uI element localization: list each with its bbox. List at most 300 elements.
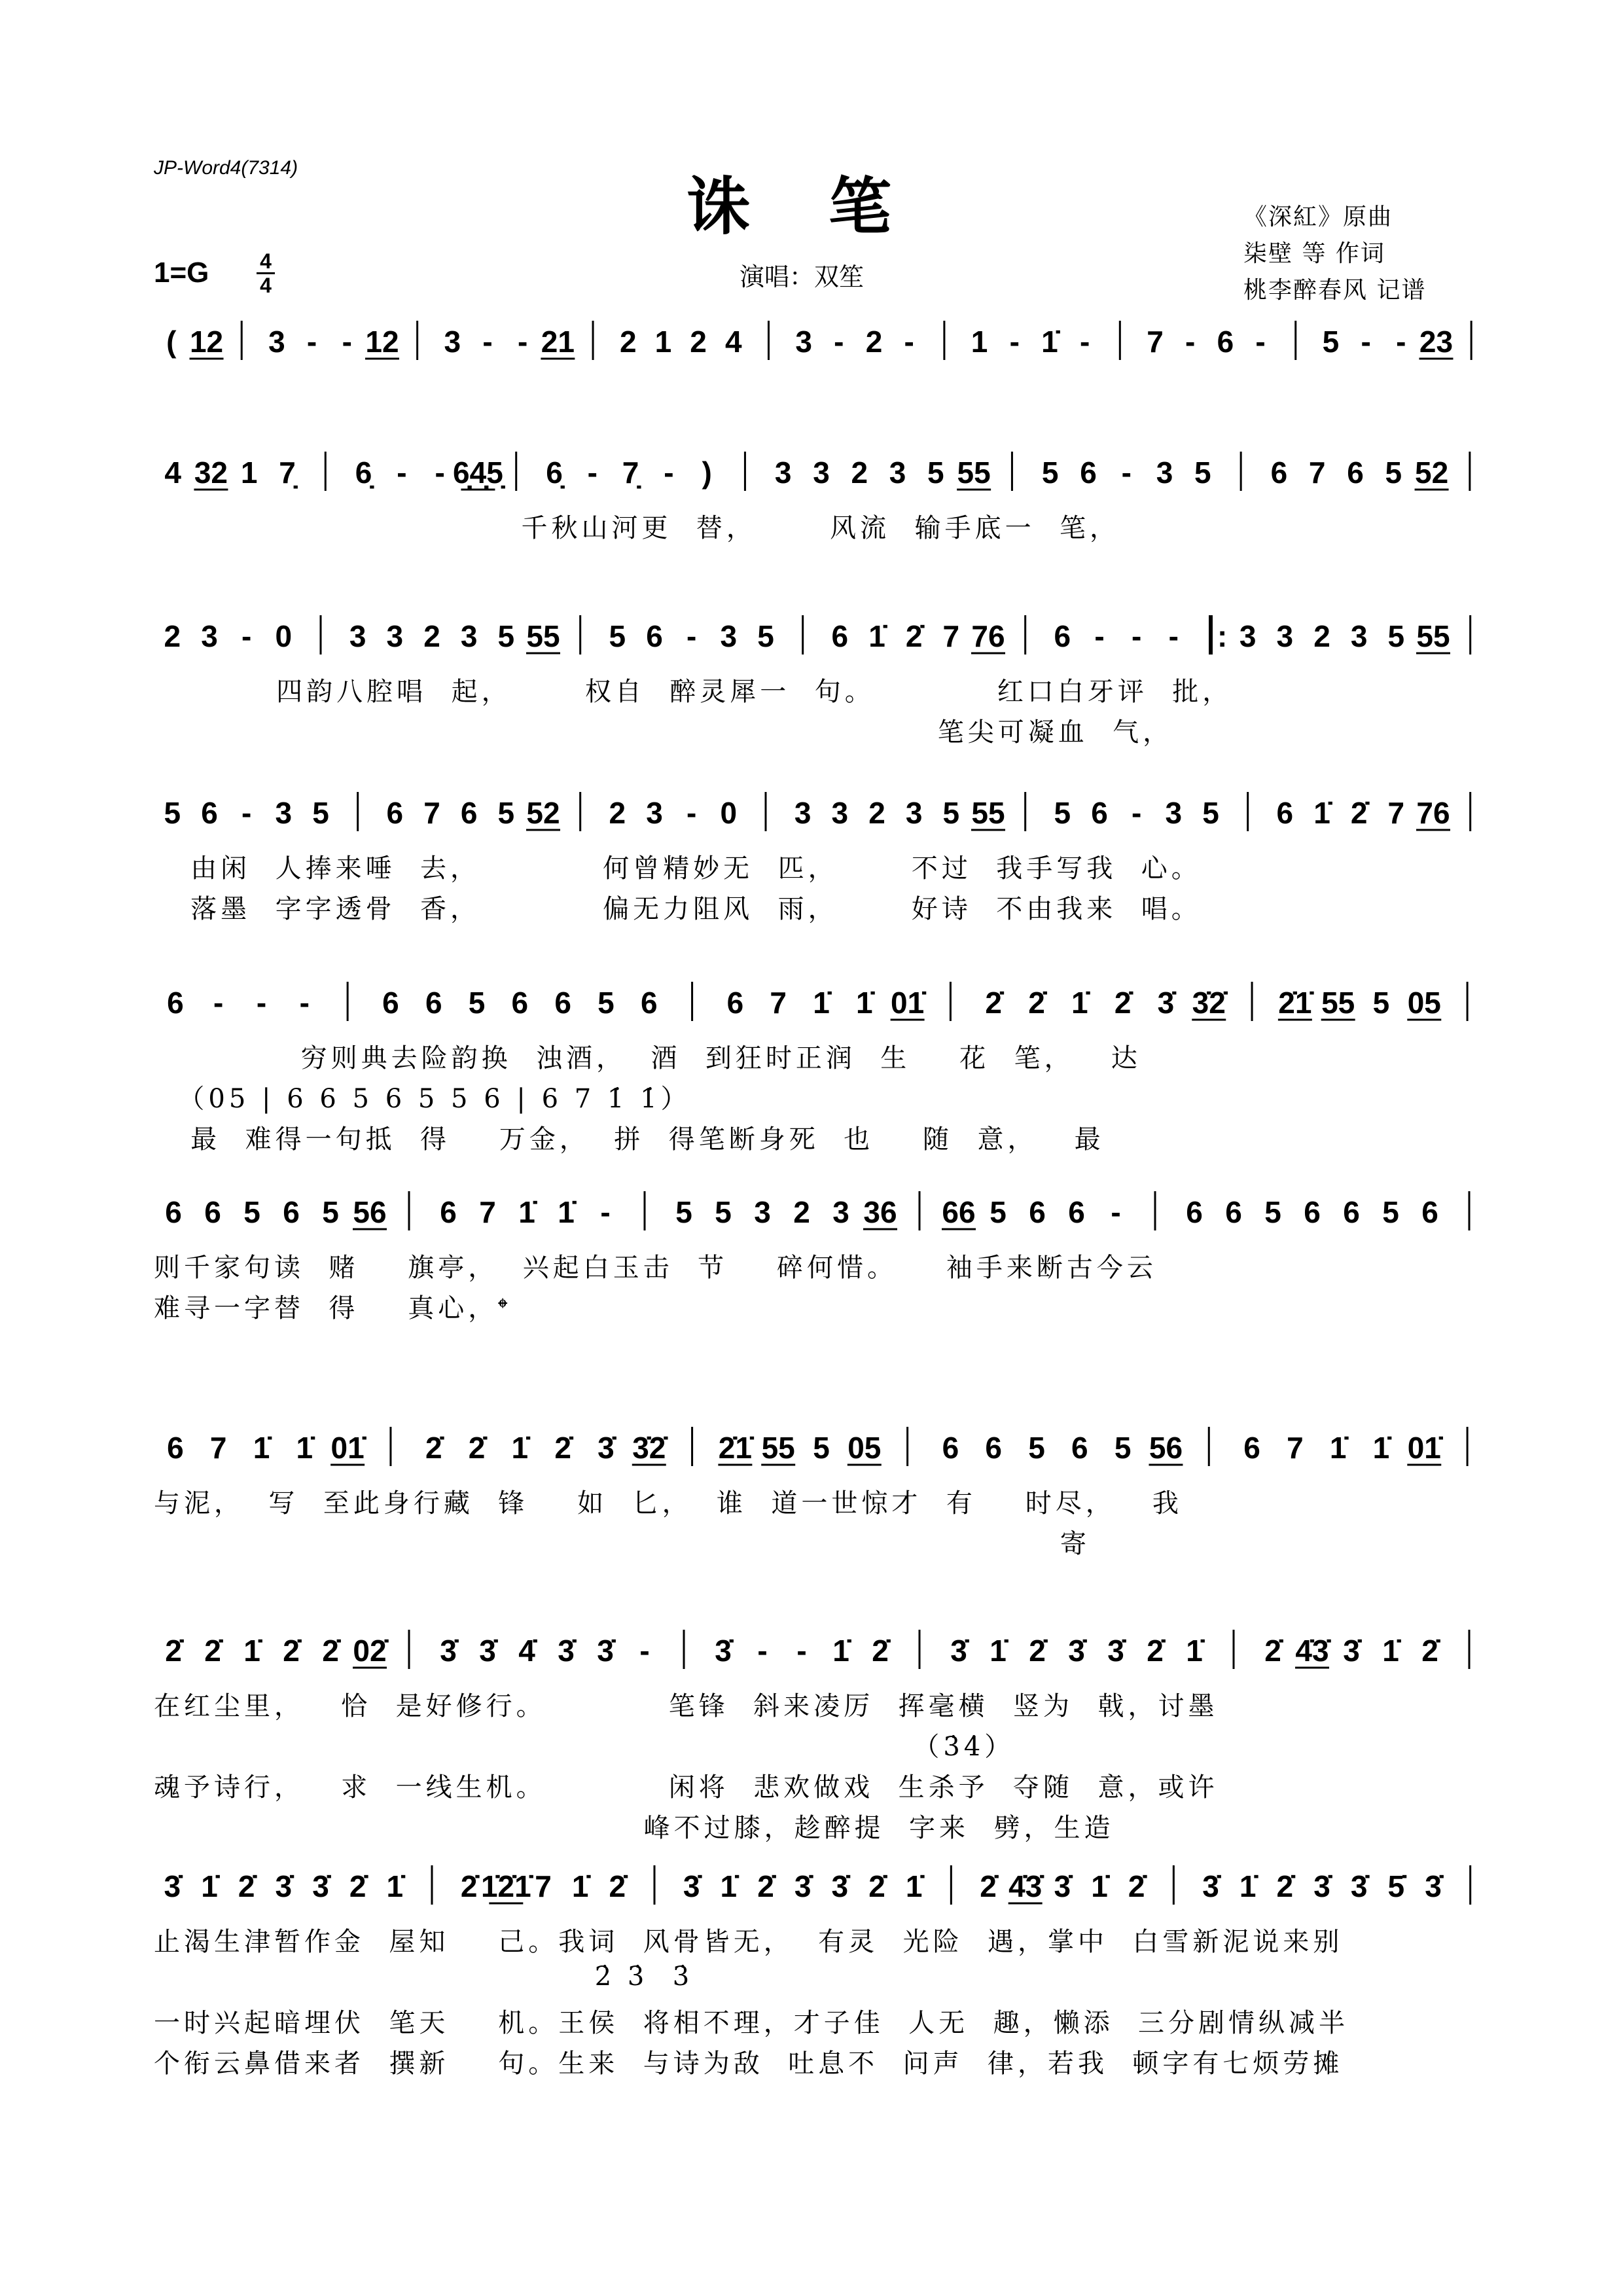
note: 1̇	[990, 1634, 1007, 1668]
note: 5	[497, 619, 515, 653]
note: 1̇	[296, 1431, 313, 1465]
note: 5	[1041, 456, 1059, 490]
note: 3̇	[275, 1869, 293, 1903]
note: )	[702, 456, 712, 490]
note: 7	[479, 1195, 496, 1229]
note: 1̇	[1313, 796, 1330, 830]
note: 3̇	[831, 1869, 849, 1903]
note: 1̇	[558, 1195, 575, 1229]
note: 5	[322, 1195, 339, 1229]
note: -	[342, 325, 352, 359]
note: 3	[1165, 796, 1183, 830]
note: 3	[720, 619, 738, 653]
note: 5	[312, 796, 329, 830]
note: 3̇	[1157, 986, 1175, 1020]
note: 5	[1382, 1195, 1399, 1229]
note: 01̇	[891, 986, 925, 1020]
lyric-line: （05 | 6 6 5 6 5 5 6 | 6 7 1̇ 1̇）	[154, 1084, 691, 1114]
note: -	[213, 986, 224, 1020]
note: -	[256, 986, 267, 1020]
note: 6	[1343, 1195, 1360, 1229]
note: 2̇	[1147, 1634, 1164, 1668]
note: 3̇	[794, 1869, 812, 1903]
note: 6	[425, 986, 442, 1020]
note-line	[154, 1623, 1489, 1676]
note: 2̇	[349, 1869, 366, 1903]
note: 0	[275, 619, 293, 653]
note: -	[757, 1634, 768, 1668]
note: 2̇	[1114, 986, 1132, 1020]
note: 6	[460, 796, 478, 830]
note: 3	[1239, 619, 1257, 653]
note: 2	[793, 1195, 810, 1229]
note: 3	[832, 1195, 849, 1229]
note: 7	[942, 619, 960, 653]
note: 7	[1287, 1431, 1304, 1465]
note: 2̇	[1028, 986, 1045, 1020]
note: 5̇	[1387, 1869, 1405, 1903]
notation-svg	[154, 975, 1489, 1028]
note: 3̇	[312, 1869, 329, 1903]
note: 56	[1149, 1431, 1183, 1465]
note: 2	[865, 325, 883, 359]
note: 3̇	[715, 1634, 732, 1668]
note: 5	[715, 1195, 732, 1229]
note: 1̇	[1041, 325, 1058, 359]
note: -	[1185, 325, 1196, 359]
note: 6̣	[355, 456, 372, 490]
note: -	[904, 325, 914, 359]
note: 7	[770, 986, 787, 1020]
note: 6	[1071, 1431, 1088, 1465]
song-title: 诛笔	[687, 170, 970, 243]
note: 1̇	[253, 1431, 270, 1465]
note: -	[1009, 325, 1020, 359]
note: 05	[1407, 986, 1441, 1020]
note: 2̇	[468, 1431, 486, 1465]
note: 3	[349, 619, 366, 653]
note: 1̇	[201, 1869, 218, 1903]
lyric-line: 2̇ 3̇ 3̇	[154, 1962, 694, 1992]
note: -	[1361, 325, 1371, 359]
lyric-line: 魂予诗行， 求 一线生机。 闲将 悲欢做戏 生杀予 夺随 意，或许	[154, 1772, 1219, 1803]
note: -	[1168, 619, 1179, 653]
note: 32	[194, 456, 228, 490]
notation-svg	[154, 1420, 1489, 1473]
note: 5	[1322, 325, 1340, 359]
note: 2̇	[1264, 1634, 1281, 1668]
lyric-line: 峰不过膝，趁醉提 字来 劈，生造	[154, 1813, 1115, 1843]
note: 6	[1276, 796, 1294, 830]
note: 2̇	[165, 1634, 182, 1668]
note: 6	[1029, 1195, 1046, 1229]
note: 3	[794, 796, 812, 830]
note: 3	[1276, 619, 1294, 653]
note: (	[166, 325, 177, 359]
note-line	[154, 314, 1489, 367]
note: 6	[283, 1195, 300, 1229]
note: 2̇	[425, 1431, 442, 1465]
note: -	[1111, 1195, 1121, 1229]
lyric-line: 最 难得一句抵 得 万金， 拼 得笔断身死 也 随 意， 最	[154, 1124, 1105, 1155]
note: -	[241, 619, 252, 653]
note: 3̇2̇	[632, 1431, 666, 1465]
note: 3	[905, 796, 923, 830]
notation-svg	[154, 785, 1489, 838]
note: 2	[1313, 619, 1330, 653]
notation-svg	[154, 1859, 1489, 1911]
note: 3̇	[597, 1634, 614, 1668]
lyric-line: 笔尖可凝血 气，	[154, 717, 1173, 747]
note: 3̇	[597, 1431, 615, 1465]
note: 2̇	[905, 619, 923, 653]
note: 01̇	[330, 1431, 365, 1465]
lyric-line: 寄	[154, 1529, 1090, 1559]
note: 2	[609, 796, 626, 830]
note: 1̇	[386, 1869, 404, 1903]
note: 6	[167, 986, 184, 1020]
note: 5	[164, 796, 181, 830]
note: 3̇	[683, 1869, 700, 1903]
note: 6	[1243, 1431, 1260, 1465]
note: 2̇	[1350, 796, 1368, 830]
note: 6	[511, 986, 529, 1020]
note: 1̇	[832, 1634, 849, 1668]
note: 2̇	[609, 1869, 626, 1903]
time-signature	[254, 250, 277, 296]
note: 1̇2̇1̇	[480, 1869, 531, 1903]
note: 3̇	[1313, 1869, 1330, 1903]
note: 5	[1114, 1431, 1132, 1465]
note: 3	[386, 619, 404, 653]
note: 4̇	[518, 1634, 535, 1668]
note: 23	[1419, 325, 1454, 359]
note: 3̇	[479, 1634, 496, 1668]
note: 3̇	[950, 1634, 967, 1668]
note: 1̇	[813, 986, 830, 1020]
note-line	[154, 1185, 1489, 1237]
lyric-line: 四韵八腔唱 起， 权自 醉灵犀一 句。 红口白牙评 批，	[154, 677, 1233, 707]
note: -	[687, 796, 697, 830]
note: 3̇	[558, 1634, 575, 1668]
note: 6	[440, 1195, 457, 1229]
notation-svg	[154, 609, 1489, 661]
note: -	[600, 1195, 611, 1229]
note: 1̇	[905, 1869, 923, 1903]
note: 2	[164, 619, 181, 653]
note: 5	[1028, 1431, 1045, 1465]
note: 55	[526, 619, 560, 653]
note: 55	[761, 1431, 795, 1465]
note: 6	[646, 619, 663, 653]
note: -	[435, 456, 445, 490]
note: 55	[957, 456, 991, 490]
note: 52	[1414, 456, 1449, 490]
note: 1̇	[720, 1869, 738, 1903]
note: 6	[942, 1431, 959, 1465]
note: 2̇	[238, 1869, 255, 1903]
note: 6	[1068, 1195, 1085, 1229]
note: 5	[990, 1195, 1007, 1229]
note: 7	[1387, 796, 1405, 830]
note: 7	[1147, 325, 1164, 359]
note: 1̇	[856, 986, 873, 1020]
note: 2̇	[757, 1869, 774, 1903]
note-line	[154, 609, 1489, 661]
note: 3̇	[1350, 1869, 1368, 1903]
note: 3	[1350, 619, 1368, 653]
note: 55	[971, 796, 1005, 830]
note: 7	[1308, 456, 1326, 490]
note: 5	[942, 796, 960, 830]
note: 2	[851, 456, 868, 490]
notation-svg	[154, 1623, 1489, 1676]
note: 5	[243, 1195, 260, 1229]
lyric-line: 由闲 人捧来唾 去， 何曾精妙无 匹， 不过 我手写我 心。	[154, 853, 1202, 884]
note: 6	[382, 986, 399, 1020]
note: -	[241, 796, 252, 830]
note: 6	[640, 986, 658, 1020]
note: 3	[268, 325, 285, 359]
note: 6	[1091, 796, 1108, 830]
lyric-line: 个衔云鼻借来者 撰新 句。生来 与诗为敌 吐息不 问声 律，若我 顿字有七烦劳摊	[154, 2049, 1344, 2079]
note: 2̇	[322, 1634, 339, 1668]
note: 5	[497, 796, 515, 830]
note: 3	[201, 619, 218, 653]
note: 3̇	[1107, 1634, 1124, 1668]
note: 6	[1225, 1195, 1242, 1229]
note: 7	[209, 1431, 227, 1465]
lyric-line: 则千家句读 赌 旗亭， 兴起白玉击 节 碎何惜。 袖手来断古今云	[154, 1253, 1157, 1283]
note: 3̇	[1054, 1869, 1071, 1903]
note: 2̇	[460, 1869, 478, 1903]
lyric-line: 一时兴起暗埋伏 笔天 机。王侯 将相不理，才子佳 人无 趣，懒添 三分剧情纵减半	[154, 2008, 1349, 2038]
note: 5	[927, 456, 944, 490]
note: 6	[831, 619, 849, 653]
lyric-line: 难寻一字替 得 真心，𝄌	[154, 1293, 512, 1323]
note: 3	[889, 456, 906, 490]
note: 2̇	[283, 1634, 300, 1668]
note: 6	[1304, 1195, 1321, 1229]
note: 3̇	[440, 1634, 457, 1668]
software-tag: JP-Word4(7314)	[154, 157, 298, 179]
note: 2̇	[985, 986, 1003, 1020]
note: 3	[646, 796, 663, 830]
note: 2̇	[554, 1431, 571, 1465]
note: 6	[167, 1431, 184, 1465]
repeat-dots: :	[1217, 619, 1228, 653]
note: -	[639, 1634, 650, 1668]
note: 6	[165, 1195, 182, 1229]
note: -	[587, 456, 597, 490]
note: 3̇	[1425, 1869, 1442, 1903]
note: 5	[1264, 1195, 1281, 1229]
note: 1	[971, 325, 988, 359]
note: -	[1255, 325, 1266, 359]
time-top: 4	[260, 249, 272, 273]
note: 1̇	[511, 1431, 529, 1465]
note: -	[1132, 619, 1142, 653]
note: 1̇	[571, 1869, 589, 1903]
credits	[1243, 199, 1426, 309]
note: 2̇	[204, 1634, 221, 1668]
note: 6	[386, 796, 404, 830]
note: 5	[468, 986, 486, 1020]
note: 5	[597, 986, 615, 1020]
note: 6	[1054, 619, 1071, 653]
note: 3	[754, 1195, 771, 1229]
note: -	[1094, 619, 1105, 653]
note: 3	[460, 619, 478, 653]
note: 7	[423, 796, 440, 830]
note: 5	[757, 619, 774, 653]
note: 1̇	[1329, 1431, 1347, 1465]
notation-svg	[154, 1185, 1489, 1237]
note: 6	[201, 796, 218, 830]
lyric-line: 穷则典去险韵换 浊酒， 酒 到狂时正润 生 花 笔， 达	[154, 1043, 1141, 1073]
note: -	[664, 456, 674, 490]
note: 2̇	[1029, 1634, 1046, 1668]
note: 2̇	[872, 1634, 889, 1668]
lyric-line: 与泥， 写 至此身行藏 锋 如 匕， 谁 道一世惊才 有 时尽， 我	[154, 1488, 1183, 1518]
notation-svg	[154, 314, 1489, 367]
note: 2	[690, 325, 707, 359]
note: 3	[774, 456, 792, 490]
note: 3	[813, 456, 830, 490]
note: 1̇	[518, 1195, 535, 1229]
note: 2̇1̇	[718, 1431, 752, 1465]
lyric-line: 落墨 字字透骨 香， 偏无力阻风 雨， 好诗 不由我来 唱。	[154, 894, 1202, 924]
note: 6	[1347, 456, 1364, 490]
note: 5	[1194, 456, 1211, 490]
note: 6	[726, 986, 744, 1020]
note: 5	[1385, 456, 1402, 490]
note: 6	[204, 1195, 221, 1229]
lyric-line: 止渴生津暂作金 屋知 己。我词 风骨皆无， 有灵 光险 遇，掌中 白雪新泥说来别	[154, 1927, 1344, 1957]
note: 3̇	[1343, 1634, 1360, 1668]
note: 12	[189, 325, 224, 359]
note: 6	[554, 986, 571, 1020]
note: 3	[795, 325, 812, 359]
note: 1̇	[1372, 1431, 1390, 1465]
note: 1̇	[1382, 1634, 1399, 1668]
note: 7	[535, 1869, 552, 1903]
note: -	[397, 456, 407, 490]
singer: 演唱：双笙	[740, 262, 865, 291]
note: 12	[365, 325, 399, 359]
note: 21	[541, 325, 575, 359]
note: 3	[831, 796, 849, 830]
note: 0	[720, 796, 738, 830]
note: 6	[1186, 1195, 1203, 1229]
note: 5	[1202, 796, 1219, 830]
note: 2̇	[868, 1869, 885, 1903]
note-line	[154, 785, 1489, 838]
note: 2	[619, 325, 637, 359]
note: 2̇1̇	[1278, 986, 1312, 1020]
note: 7̣	[279, 456, 296, 490]
note: 05	[847, 1431, 882, 1465]
note: -	[1121, 456, 1132, 490]
note: 5	[1372, 986, 1390, 1020]
note: -	[306, 325, 317, 359]
note: 5	[1387, 619, 1405, 653]
notation-svg	[154, 445, 1489, 497]
note: 5	[609, 619, 626, 653]
note: 36	[863, 1195, 897, 1229]
note: 1̇	[243, 1634, 260, 1668]
note: -	[834, 325, 844, 359]
note: 4	[164, 456, 181, 490]
note: 2̇	[1128, 1869, 1145, 1903]
note-line	[154, 975, 1489, 1028]
note: -	[1132, 796, 1142, 830]
note: -	[1079, 325, 1090, 359]
note: -	[299, 986, 310, 1020]
note: 5	[1054, 796, 1071, 830]
lyric-line: 在红尘里， 恰 是好修行。 笔锋 斜来凌厉 挥毫横 竖为 戟，讨墨	[154, 1691, 1219, 1721]
note: 6̣	[546, 456, 563, 490]
note: 52	[526, 796, 560, 830]
note: 2	[868, 796, 885, 830]
note: 1̇	[1186, 1634, 1203, 1668]
note: 5	[675, 1195, 692, 1229]
note: 3̇	[164, 1869, 181, 1903]
note: 6̣4̣5̣	[453, 456, 503, 490]
lyric-line: 千秋山河更 替， 风流 输手底一 笔，	[154, 513, 1120, 543]
note: 55	[1416, 619, 1450, 653]
note: 1̇	[1071, 986, 1088, 1020]
note: 6	[1270, 456, 1288, 490]
time-bottom: 4	[260, 274, 272, 297]
credit-transcriber: 桃李醉春风 记谱	[1243, 277, 1427, 304]
note: 56	[353, 1195, 387, 1229]
note: -	[518, 325, 528, 359]
note: 01̇	[1407, 1431, 1441, 1465]
note: 3̇	[1068, 1634, 1085, 1668]
note: 6	[1217, 325, 1234, 359]
note: 1̇	[1091, 1869, 1108, 1903]
note: 1̇	[1239, 1869, 1257, 1903]
note: 2	[423, 619, 440, 653]
credit-lyricist: 柒壁 等 作词	[1243, 240, 1385, 267]
note: 4	[724, 325, 742, 359]
note: 76	[1416, 796, 1450, 830]
note: 66	[942, 1195, 976, 1229]
note-line	[154, 445, 1489, 497]
note: 02̇	[353, 1634, 387, 1668]
note: 5	[813, 1431, 830, 1465]
note: 6	[1080, 456, 1097, 490]
note: 1̇	[868, 619, 885, 653]
note: 3	[1156, 456, 1173, 490]
note: 1	[240, 456, 258, 490]
note: 2̇	[980, 1869, 997, 1903]
note: 76	[971, 619, 1005, 653]
key-signature: 1=G	[154, 257, 209, 289]
note: 3	[275, 796, 293, 830]
note: -	[796, 1634, 807, 1668]
note: 55	[1321, 986, 1355, 1020]
note-line	[154, 1859, 1489, 1911]
note: 6	[1421, 1195, 1438, 1229]
note: 6	[985, 1431, 1003, 1465]
note: 2̇	[1421, 1634, 1438, 1668]
note: 3̇2̇	[1192, 986, 1226, 1020]
note: 1	[654, 325, 672, 359]
lyric-line: （3̇4̇）	[154, 1732, 1015, 1762]
note: 4̇3̇	[1008, 1869, 1043, 1903]
